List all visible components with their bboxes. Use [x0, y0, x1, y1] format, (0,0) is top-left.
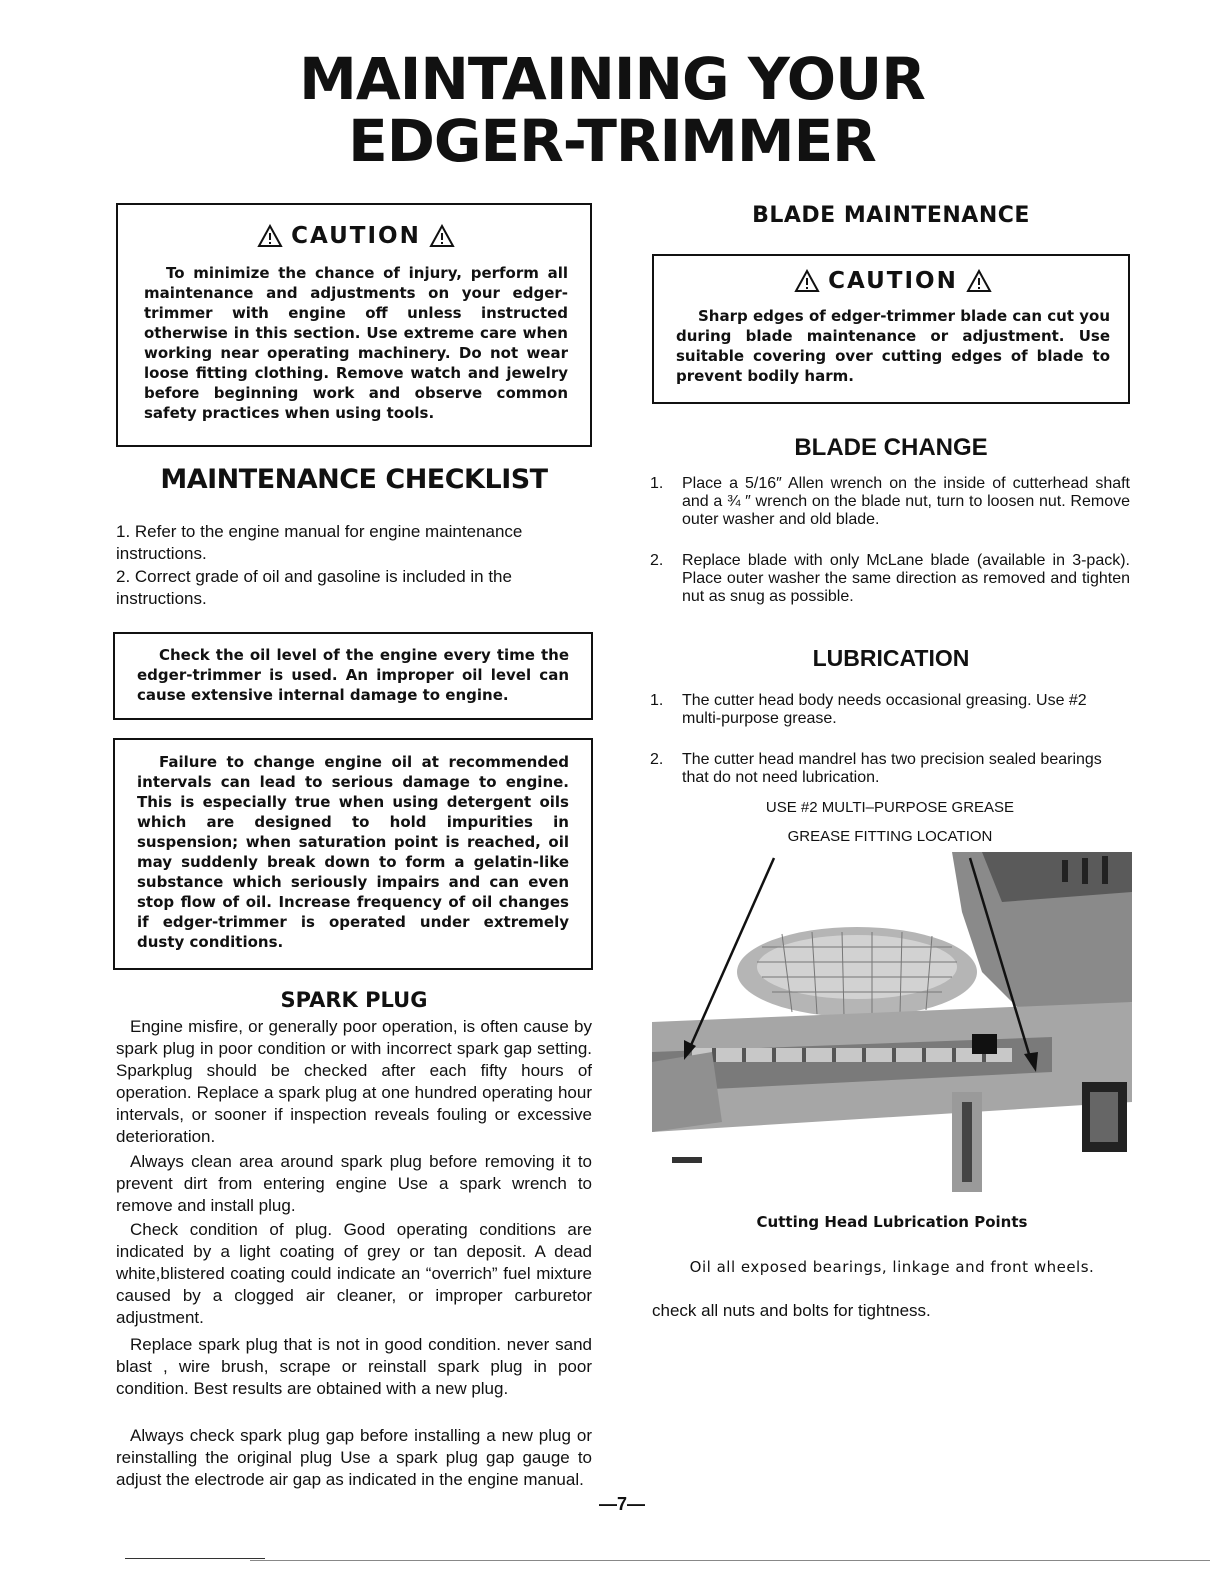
caution-box-left [116, 203, 592, 447]
caution-heading [676, 268, 1110, 294]
lubrication-item-number: 1. [650, 692, 664, 709]
footer-rule [125, 1558, 265, 1559]
caution-box-right [652, 254, 1130, 404]
spark-plug-paragraph-5: Always check spark plug gap before installing a new plug or reinstalling the original plug Use a spark plug gap gauge to adjust the electrode air gap as indicated in the engine manual. [116, 1426, 592, 1489]
grease-fitting-label: GREASE FITTING LOCATION [787, 828, 993, 845]
cutting-head-illustration [652, 852, 1132, 1200]
spark-plug-paragraph-4: Replace spark plug that is not in good condition. never sand blast , wire brush, scrape or reinstall spark plug in poor condition. Best results are obtained with a new plug. [116, 1335, 592, 1398]
blade-change-item-text: Replace blade with only McLane blade (available in 3-pack). Place outer washer the same direction as removed and tighten nut as snug as possible. [682, 552, 1130, 605]
blade-caution-text: Sharp edges of edger-trimmer blade can cut you during blade maintenance or adjustment. Use suitable covering over cutting edges of blade to prevent bodily harm. [676, 307, 1110, 385]
spark-plug-paragraph-1: Engine misfire, or generally poor operation, is often cause by spark plug in poor condition or with incorrect spark gap setting. Sparkplug should be checked after each fifty hours of operation. Replace a spark plug at one hundred operating hour intervals, or sooner if inspection reveals fouling or excessive deterioration. [116, 1017, 592, 1146]
grease-type-label: USE #2 MULTI–PURPOSE GREASE [765, 799, 1015, 816]
warning-icon [429, 224, 455, 248]
lubrication-item-2 [650, 751, 1130, 787]
warning-icon [966, 269, 992, 293]
blade-change-heading: BLADE CHANGE [794, 434, 988, 461]
checklist-item-1: 1. Refer to the engine manual for engine maintenance instructions. [116, 522, 523, 563]
blade-change-item-text: Place a 5/16″ Allen wrench on the inside of cutterhead shaft and a ¾ ″ wrench on the blade nut, turn to loosen nut. Remove outer washer and old blade. [682, 475, 1130, 528]
spark-plug-paragraph-3: Check condition of plug. Good operating conditions are indicated by a light coating of grey or tan deposit. A dead white,blistered coating could indicate an “overrich” fuel mixture caused by a clogged air cleaner, or improper carburetor adjustment. [116, 1220, 592, 1327]
spark-plug-heading: SPARK PLUG [280, 988, 428, 1012]
title-line-1: MAINTAINING YOUR [299, 45, 925, 113]
spark-plug-paragraph-2: Always clean area around spark plug before removing it to prevent dirt from entering engine Use a spark wrench to remove and install plug. [116, 1152, 592, 1215]
caution-heading [144, 223, 568, 249]
page-title [0, 45, 1224, 175]
lubrication-item-text: The cutter head body needs occasional greasing. Use #2 multi-purpose grease. [682, 692, 1087, 727]
oil-change-note: Failure to change engine oil at recommended intervals can lead to serious damage to engine. This is especially true when using detergent oils which are designed to hold impurities in suspension; when saturation point is reached, oil may suddenly break down to form a gelatin-like substance which seriously impairs and can even stop flow of oil. Increase frequency of oil changes if edger-trimmer is operated under extremely dusty conditions. [137, 753, 569, 951]
blade-change-item-2 [650, 552, 1130, 606]
warning-icon [794, 269, 820, 293]
caution-heading-text: CAUTION [828, 268, 958, 294]
checklist-item-2: 2. Correct grade of oil and gasoline is included in the instructions. [116, 567, 512, 608]
caution-text: To minimize the chance of injury, perform all maintenance and adjustments on your edger-trimmer with engine off unless instructed otherwise in this section. Use extreme care when working near operating machinery. Do not wear loose fitting clothing. Remove watch and jewelry before beginning work and observe common safety practices when using tools. [144, 264, 568, 422]
lubrication-item-number: 2. [650, 751, 664, 768]
oil-level-note-box [113, 632, 593, 720]
footer-rule [250, 1560, 1210, 1561]
blade-maintenance-heading: BLADE MAINTENANCE [752, 203, 1030, 228]
lubrication-heading: LUBRICATION [812, 645, 970, 671]
title-line-2: EDGER-TRIMMER [348, 107, 876, 175]
blade-change-item-number: 2. [650, 552, 664, 569]
warning-icon [257, 224, 283, 248]
oil-bearings-note: Oil all exposed bearings, linkage and front wheels. [689, 1258, 1095, 1276]
caution-heading-text: CAUTION [291, 223, 421, 249]
cutting-head-photo [652, 852, 1132, 1200]
oil-level-note: Check the oil level of the engine every time the edger-trimmer is used. An improper oil level can cause extensive internal damage to engine. [137, 646, 569, 704]
nuts-bolts-note: check all nuts and bolts for tightness. [652, 1301, 931, 1320]
lubrication-item-1 [650, 692, 1130, 728]
maintenance-checklist-heading: MAINTENANCE CHECKLIST [160, 464, 548, 495]
photo-caption: Cutting Head Lubrication Points [756, 1213, 1028, 1231]
oil-change-note-box [113, 738, 593, 970]
page-number: —7— [598, 1494, 645, 1514]
lubrication-item-text: The cutter head mandrel has two precision sealed bearings that do not need lubrication. [682, 751, 1102, 786]
blade-change-item-1 [650, 475, 1130, 529]
blade-change-item-number: 1. [650, 475, 664, 492]
